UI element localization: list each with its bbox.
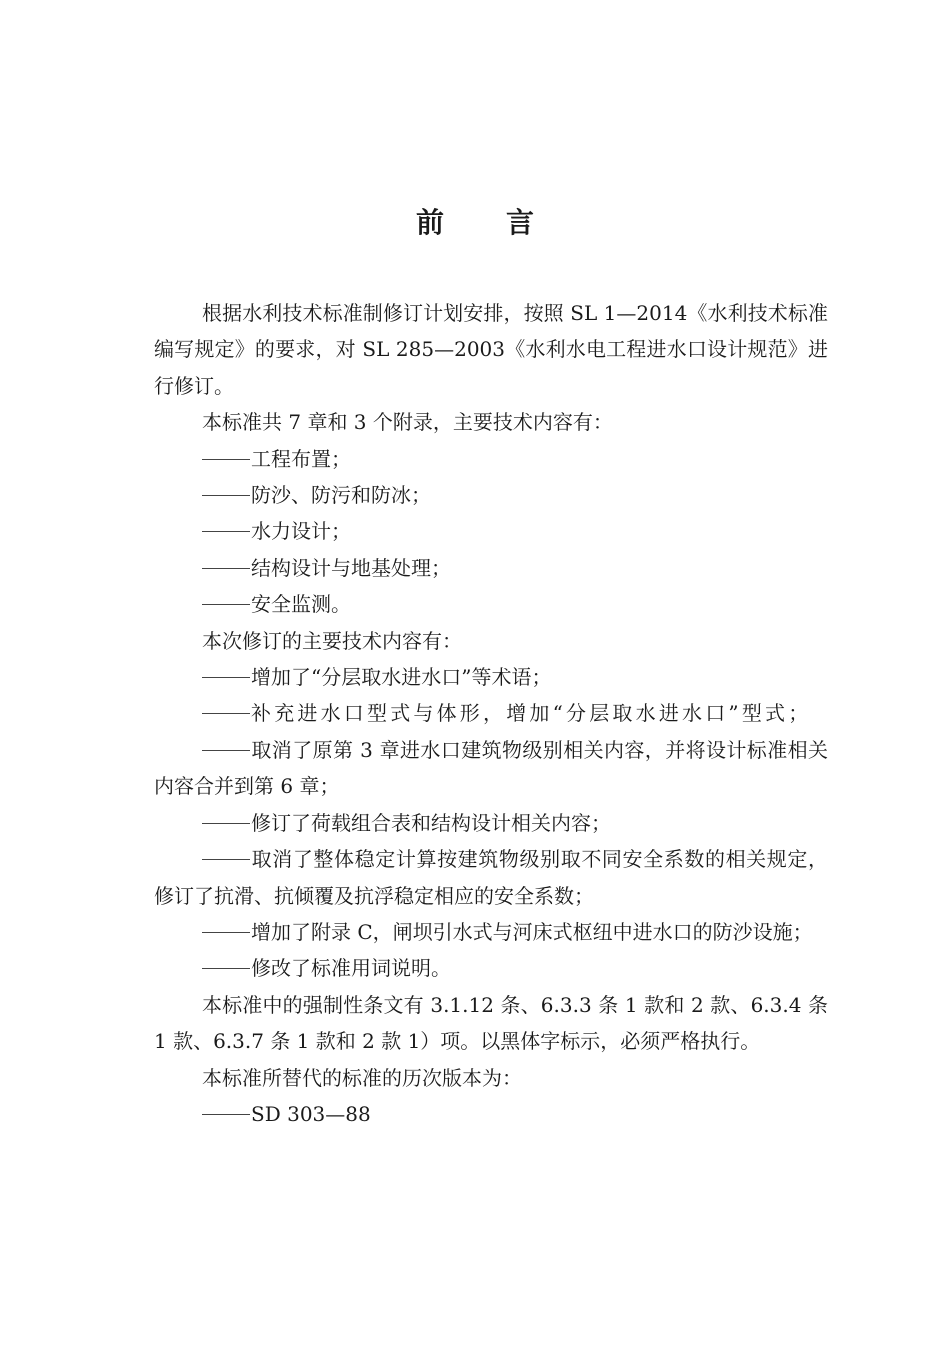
- dash-icon: [202, 495, 250, 496]
- list-item: 工程布置；: [154, 441, 828, 477]
- paragraph-revision-intro: 本次修订的主要技术内容有：: [202, 628, 462, 653]
- title-char-2: 言: [506, 206, 535, 239]
- dash-icon: [202, 1114, 250, 1115]
- title-char-1: 前: [415, 206, 444, 239]
- paragraph-contents-intro: 本标准共 7 章和 3 个附录，主要技术内容有：: [202, 410, 613, 435]
- dash-icon: [202, 713, 250, 714]
- list-item: 修改了标准用词说明。: [154, 950, 828, 986]
- list-item: 增加了“分层取水进水口”等术语；: [154, 659, 828, 695]
- dash-icon: [202, 604, 250, 605]
- dash-icon: [202, 968, 250, 969]
- list-item: SD 303—88: [154, 1096, 828, 1132]
- paragraph-superseded-intro: 本标准所替代的标准的历次版本为：: [202, 1065, 522, 1090]
- list-item: 取消了整体稳定计算按建筑物级别取不同安全系数的相关规定，修订了抗滑、抗倾覆及抗浮稳定相应的安全系数；: [154, 847, 828, 908]
- dash-icon: [202, 859, 250, 860]
- page-title: [0, 203, 950, 243]
- paragraph-revision-basis: 根据水利技术标准制修订计划安排，按照 SL 1—2014《水利技术标准编写规定》的要求，对 SL 285—2003《水利水电工程进水口设计规范》进行修订。: [154, 301, 828, 398]
- list-item: 补充进水口型式与体形，增加“分层取水进水口”型式；: [154, 695, 828, 731]
- paragraph-mandatory-clauses: 本标准中的强制性条文有 3.1.12 条、6.3.3 条 1 款和 2 款、6.3.4 条 1 款、6.3.7 条 1 款和 2 款 1）项。以黑体字标示，必须严格执行。: [154, 992, 828, 1054]
- list-item: 水力设计；: [154, 513, 828, 549]
- dash-icon: [202, 531, 250, 532]
- dash-icon: [202, 750, 250, 751]
- list-item: 取消了原第 3 章进水口建筑物级别相关内容，并将设计标准相关内容合并到第 6 章；: [154, 737, 828, 799]
- list-item: 安全监测。: [154, 586, 828, 622]
- dash-icon: [202, 459, 250, 460]
- list-item: 修订了荷载组合表和结构设计相关内容；: [154, 805, 828, 841]
- list-item: 防沙、防污和防冰；: [154, 477, 828, 513]
- list-item: 增加了附录 C，闸坝引水式与河床式枢纽中进水口的防沙设施；: [154, 914, 828, 950]
- dash-icon: [202, 568, 250, 569]
- foreword-body: [154, 295, 828, 1132]
- dash-icon: [202, 823, 250, 824]
- list-item: 结构设计与地基处理；: [154, 550, 828, 586]
- dash-icon: [202, 677, 250, 678]
- dash-icon: [202, 932, 250, 933]
